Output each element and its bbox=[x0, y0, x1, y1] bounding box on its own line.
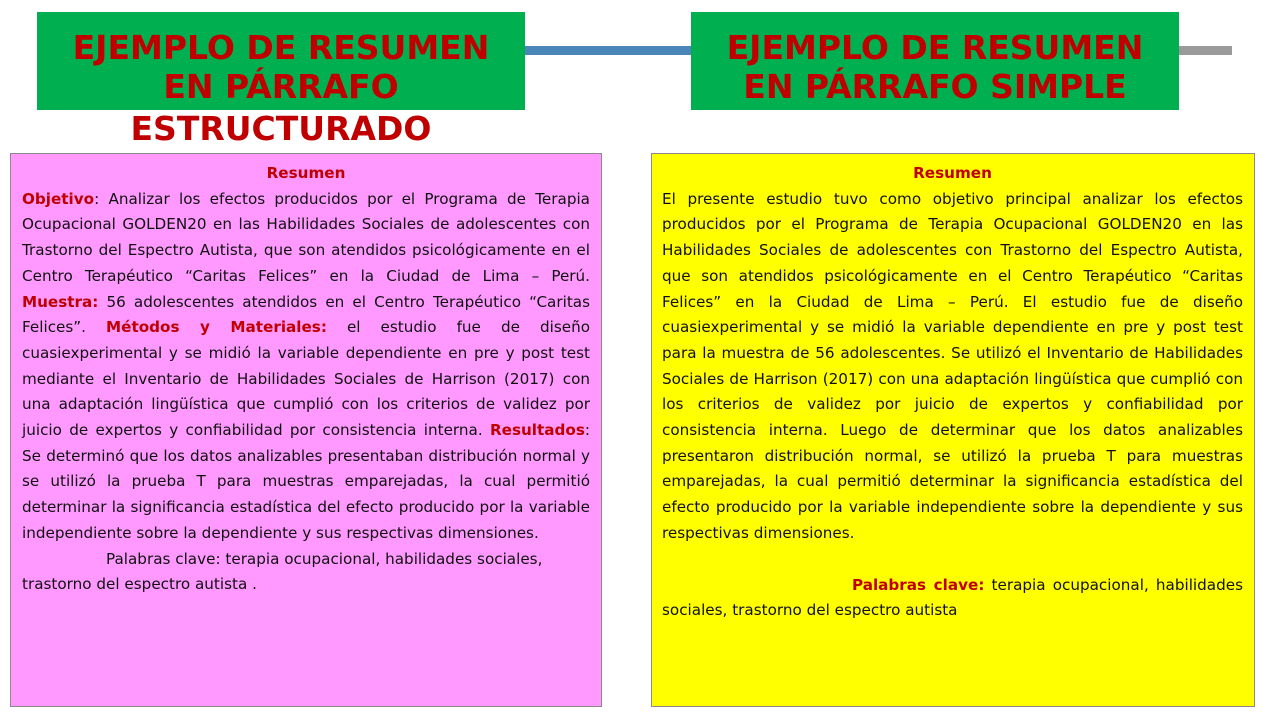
metodos-label: Métodos y Materiales: bbox=[106, 318, 327, 337]
simple-abstract-heading: Resumen bbox=[913, 164, 992, 182]
resultados-text: : Se determinó que los datos analizables presentaban distribución normal y se utilizó la prueba T para muestras emparejadas, la cual permitió determinar la significancia estadística del efecto producido por la variable independiente sobre la dependiente y sus respectivas dimensiones. bbox=[22, 421, 590, 542]
title-simple-line1: EJEMPLO DE RESUMEN bbox=[726, 28, 1144, 67]
simple-keywords-label: Palabras clave: bbox=[852, 575, 985, 594]
title-structured-line2: EN PÁRRAFO bbox=[163, 67, 399, 106]
structured-abstract-body bbox=[22, 187, 590, 547]
simple-abstract-panel bbox=[651, 153, 1255, 707]
title-simple bbox=[691, 12, 1179, 110]
title-simple-line2: EN PÁRRAFO SIMPLE bbox=[743, 67, 1127, 106]
title-structured-line1: EJEMPLO DE RESUMEN bbox=[72, 28, 490, 67]
simple-keywords-text: terapia ocupacional, habilidades sociales, trastorno del espectro autista bbox=[662, 575, 1243, 620]
structured-abstract-heading: Resumen bbox=[266, 164, 346, 182]
simple-keywords bbox=[662, 573, 1243, 624]
metodos-text: el estudio fue de diseño cuasiexperimental y se midió la variable dependiente en pre y post test mediante el Inventario de Habilidades Sociales de Harrison (2017) con una adaptación lingüística que cumplió con los criterios de validez por juicio de expertos y confiabilidad por consistencia interna. bbox=[22, 318, 591, 440]
objetivo-label: Objetivo bbox=[22, 189, 95, 208]
structured-abstract-panel bbox=[10, 153, 602, 707]
muestra-label: Muestra: bbox=[22, 292, 99, 311]
simple-abstract-body: El presente estudio tuvo como objetivo principal analizar los efectos producidos por el Programa de Terapia Ocupacional GOLDEN20 en las Habilidades Sociales de adolescentes con Trastorno del Espectro Autista, que son atendidos psicológicamente en el Centro Terapéutico “Caritas Felices” en la Ciudad de Lima – Perú. El estudio fue de diseño cuasiexperimental y se midió la variable dependiente en pre y post test para la muestra de 56 adolescentes. Se utilizó el Inventario de Habilidades Sociales de Harrison (2017) con una adaptación lingüística que cumplió con los criterios de validez por juicio de expertos y confiabilidad por consistencia interna. Luego de determinar que los datos analizables presentaron distribución normal, se utilizó la prueba T para muestras emparejadas, la cual permitió determinar la significancia estadística del efecto producido por la variable independiente sobre la dependiente y sus respectivas dimensiones. bbox=[662, 189, 1243, 542]
resultados-label: Resultados bbox=[489, 421, 585, 440]
structured-keywords: Palabras clave: terapia ocupacional, habilidades sociales, trastorno del espectro autista . bbox=[22, 549, 543, 594]
title-structured-line3: ESTRUCTURADO bbox=[130, 109, 432, 148]
title-structured bbox=[37, 12, 525, 110]
objetivo-text: : Analizar los efectos producidos por el Programa de Terapia Ocupacional GOLDEN20 en las Habilidades Sociales de adolescentes con Trastorno del Espectro Autista, que son atendidos psicológicamente en el Centro Terapéutico “Caritas Felices” en la Ciudad de Lima – Perú. bbox=[22, 189, 590, 285]
connector-bar-blue bbox=[510, 46, 710, 55]
muestra-text: 56 adolescentes atendidos en el Centro Terapéutico “Caritas Felices”. bbox=[22, 292, 590, 337]
